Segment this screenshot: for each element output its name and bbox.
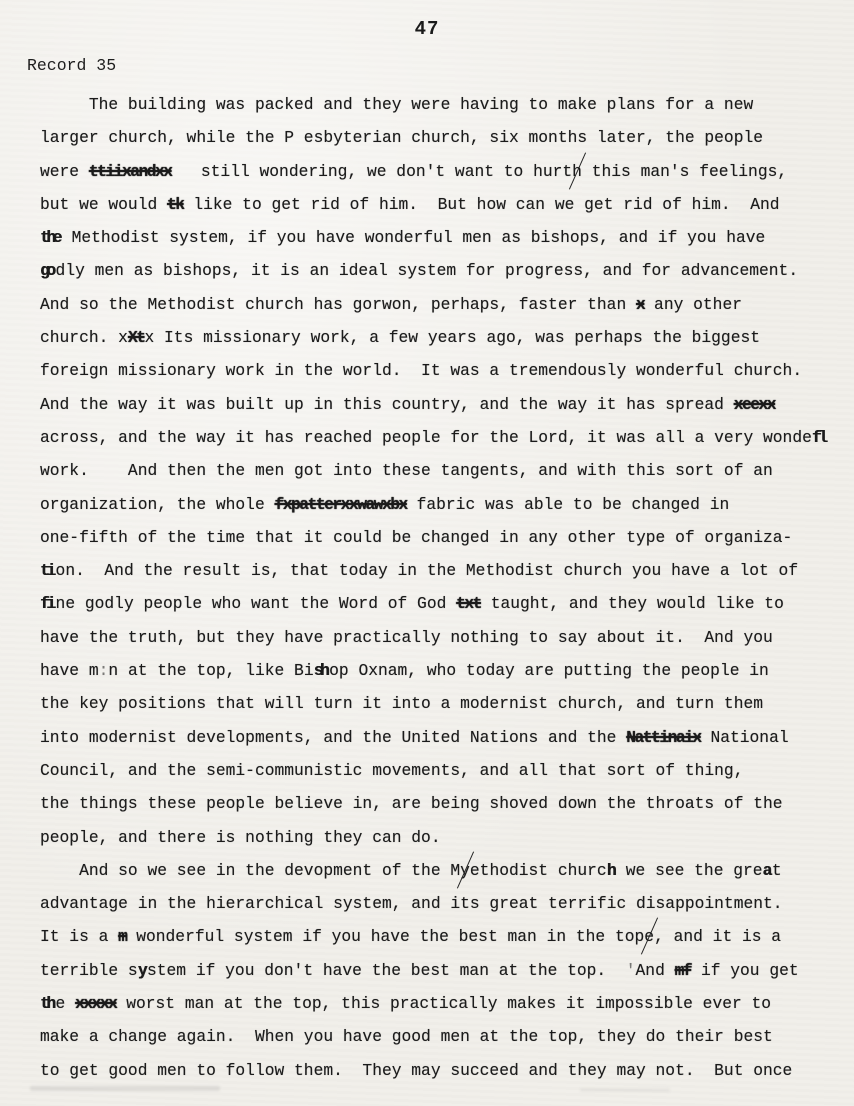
struck-out-text: xeexx [733,394,776,414]
typed-text: have the truth, but they have practically nothing to say about it. And you [40,627,773,647]
typed-text: across, and the way it has reached people for the Lord, it was all a very wonde [40,427,812,447]
typed-text: but we would [40,194,168,214]
typed-line [40,221,830,254]
typed-text: one-fifth of the time that it could be changed in any other type of organiza- [40,527,793,547]
overtyped-text: fi [40,594,53,614]
typed-text: wonderful system if you have the best man in the top [126,927,645,947]
struck-out-text: mf [674,960,692,980]
struck-out-text: Xt [127,328,145,348]
typed-text: t [771,860,782,880]
typed-text: like to get rid of him. But how can we get rid of him. And [183,194,780,214]
slashed-char: e [644,920,654,953]
overtyped-text: sh [313,661,327,681]
typed-line [40,687,830,720]
typed-line [40,354,830,387]
typed-line [40,388,830,421]
struck-out-text: Nattinaix [626,727,701,747]
typed-text: National [700,727,789,747]
typed-text: Council, and the semi-communistic movements, and all that sort of thing, [40,760,744,780]
typed-line [40,721,830,754]
typed-text: were [40,161,89,181]
slashed-char: h [572,155,582,188]
typed-text: people, and there is nothing they can do. [40,827,441,847]
typed-text: on. And the result is, that today in the Methodist church you have a lot of [55,561,799,581]
typed-text: foreign missionary work in the world. It was a tremendously wonderful church. [40,361,803,381]
typed-text: ne godly people who want the Word of God [55,594,457,614]
typed-text: Methodist system, if you have wonderful men as bishops, and if you have [61,228,766,248]
typed-line [40,1020,830,1053]
typed-line [40,254,830,287]
typed-text: work. And then the men got into these tangents, and with this sort of an [40,461,773,481]
stray-typemark: : [98,661,109,681]
typed-text: And so the Methodist church has gorwon, perhaps, faster than [40,294,636,314]
struck-out-text: txt [456,594,481,614]
overtyped-text: ti [40,561,53,581]
typed-text: if you get [691,960,799,980]
typed-line [40,288,830,321]
typed-text: into modernist developments, and the United Nations and the [40,727,627,747]
typed-text: op Oxnam, who today are putting the people in [329,661,769,681]
typed-line [40,155,830,188]
struck-out-text: x [636,294,645,314]
typed-line [40,321,830,354]
typed-line [40,554,830,587]
typed-line [40,121,830,154]
typed-text: terrible s [40,960,138,980]
typed-line [40,521,830,554]
typed-text: we see the gre [615,860,763,880]
typed-line [40,754,830,787]
overtyped-text: fl [811,427,825,447]
typed-text: taught, and they would like to [480,594,784,614]
typed-text: dly men as bishops, it is an ideal system for progress, and for advancement. [55,261,799,281]
typed-text: to get good men to follow them. They may succeed and they may not. But once [40,1060,793,1080]
typed-text: still wondering, we don't want to hurt [171,161,573,181]
scan-smudge [30,1086,220,1091]
scan-smudge [580,1088,670,1092]
typed-text: worst man at the top, this practically makes it impossible ever to [116,994,772,1014]
typed-text: this man's feelings, [581,161,788,181]
typed-text: stem if you don't have the best man at the top. [147,960,626,980]
typed-line [40,787,830,820]
typed-line [40,488,830,521]
struck-out-text: fxpatterxxwawxbx [274,494,407,514]
typed-text: And so we see in the devopment of the M [40,860,461,880]
typed-lines [40,88,830,1087]
typed-text: church. x [40,328,128,348]
typed-text: organization, the whole [40,494,275,514]
overtyped-text: go [40,261,53,281]
struck-out-text: tk [167,194,184,214]
overtyped-text: h [606,860,613,880]
overtyped-text: a [762,860,769,880]
typed-line [40,621,830,654]
typed-text: n at the top, like Bi [108,661,314,681]
typed-text: any other [644,294,742,314]
typed-line [40,887,830,920]
typed-text: make a change again. When you have good men at the top, they do their best [40,1027,773,1047]
overtyped-text: th [40,994,53,1014]
stray-typemark: ' [625,960,636,980]
typed-line [40,188,830,221]
overtyped-text: y [137,960,144,980]
typed-text: x Its missionary work, a few years ago, was perhaps the biggest [144,328,761,348]
typed-text: the things these people believe in, are being shoved down the throats of the [40,794,783,814]
typed-text: And the way it was built up in this country, and the way it has spread [40,394,734,414]
overtyped-text: the [40,228,59,248]
typed-text: The building was packed and they were having to make plans for a new [40,95,754,114]
struck-out-text: xxxxx [75,994,117,1014]
typed-line [40,88,830,121]
typed-text: have m [40,661,99,681]
typed-line [40,587,830,620]
typed-line [40,421,830,454]
record-label: Record 35 [27,56,117,75]
slashed-char: y [460,854,470,887]
typed-line [40,454,830,487]
typed-text: advantage in the hierarchical system, and its great terrific disappointment. [40,894,783,914]
typed-line [40,654,830,687]
struck-out-text: m [118,927,127,947]
typed-line [40,954,830,987]
typed-text: It is a [40,927,119,947]
typed-text: , and it is a [654,927,782,947]
typed-text: larger church, while the P esbyterian church, six months later, the people [40,128,764,148]
typed-line [40,1054,830,1087]
typed-text: the key positions that will turn it into a modernist church, and turn them [40,694,764,714]
typed-text: fabric was able to be changed in [406,494,730,514]
typed-line [40,920,830,953]
typed-line [40,854,830,887]
typed-text: e [55,994,76,1014]
typed-text: And [635,960,675,980]
typed-line [40,987,830,1020]
typed-line [40,821,830,854]
page-number: 47 [414,18,440,40]
struck-out-text: ttiixandxx [88,161,172,181]
typed-text: ethodist churc [469,860,607,880]
